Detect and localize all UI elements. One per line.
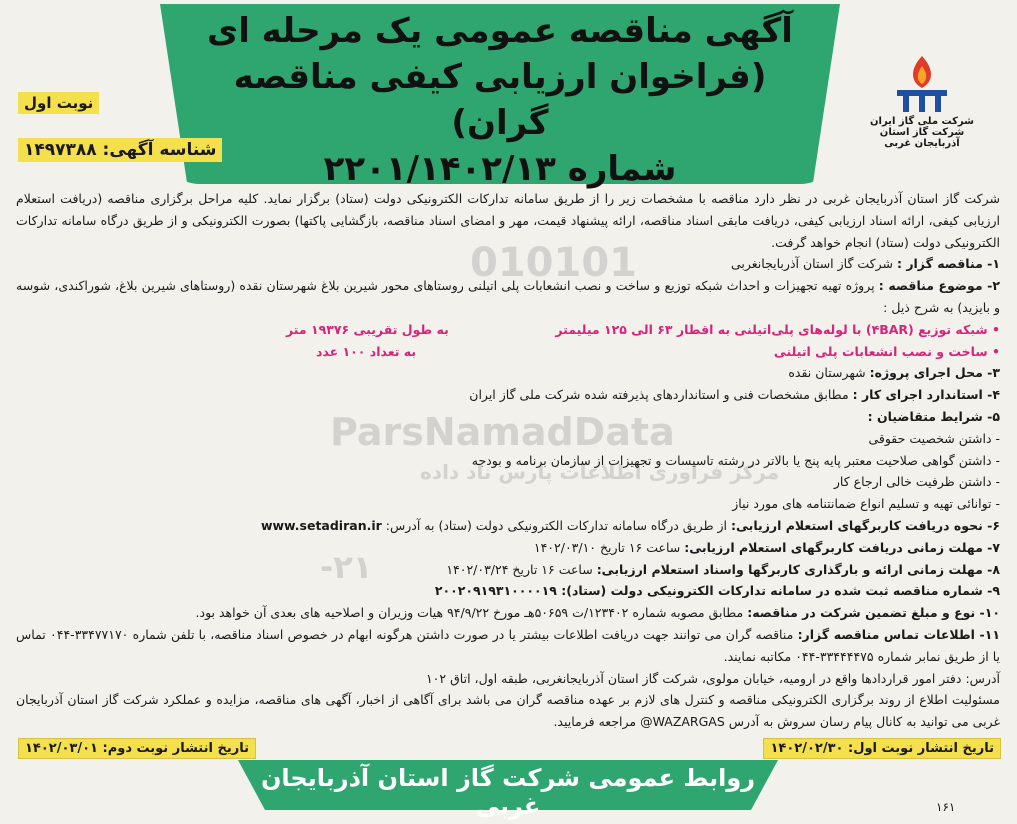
item-6-label: ۶- نحوه دریافت کاربرگهای استعلام ارزیابی:: [730, 517, 1000, 533]
item-6: [16, 515, 1000, 537]
item-10: [16, 602, 1000, 624]
item-11-label: ۱۱- اطلاعات تماس مناقصه گزار:: [797, 626, 1000, 642]
page-title: [180, 8, 820, 192]
item-11: [16, 624, 1000, 668]
item-7-label: ۷- مهلت زمانی دریافت کاربرگهای استعلام ارزیابی:: [684, 539, 1000, 555]
closing-paragraph: مسئولیت اطلاع از روند برگزاری الکترونیکی مناقصه و کنترل های لازم بر عهده مناقصه گران می باشد برای آگاهی از اخبار، آگهی های مناقصه، مزایده و عملکرد شرکت گاز استان آذربایجان غربی می توانید به کانال پیام رسان سروش به آدرس WAZARGAS@ مراجعه فرمایید.: [16, 692, 1000, 730]
address: آدرس: دفتر امور قراردادها واقع در ارومیه، خیابان مولوی، شرکت گاز استان آذربایجانغربی، طبقه اول، اتاق ۱۰۲: [425, 670, 1000, 686]
item-2-text: پروژه تهیه تجهیزات و احداث شبکه توزیع و ساخت و نصب انشعابات پلی اتیلنی روستاهای محور شیرین بلاغ شهرستان نقده (روستاهای شیرین بلاغ، شوراکندی، شوسه و بایزید) به شرح ذیل :: [16, 278, 1000, 315]
item-7: [16, 537, 1000, 559]
footer-text: روابط عمومی شرکت گاز استان آذربایجان غربی: [260, 764, 756, 820]
intro-paragraph: شرکت گاز استان آذربایجان غربی در نظر دارد مناقصه با مشخصات زیر را از طریق سامانه تدارکات الکترونیکی دولت (ستاد) برگزار نماید. کلیه مراحل برگزاری مناقصه (دریافت استعلام ارزیابی کیفی، ارائه اسناد ارزیابی کیفی، دریافت مابقی اسناد مناقصه، ارائه پیشنهاد قیمت، مهر و امضای اسناد مناقصه، بازگشایی پاکتها) بصورت الکترونیکی و از طریق درگاه سامانه تدارکات الکترونیکی دولت (ستاد) انجام خواهد گرفت.: [16, 191, 1000, 250]
item-2: [16, 275, 1000, 319]
item-3: [16, 362, 1000, 384]
round-badge: نوبت اول: [18, 92, 99, 114]
title-line-3: شماره ۲۲۰۱/۱۴۰۲/۱۳: [323, 149, 677, 189]
company-logo: [862, 52, 982, 162]
item-10-label: ۱۰- نوع و مبلغ تضمین شرکت در مناقصه:: [747, 605, 1000, 621]
logo-text-2: شرکت گاز استان آذربایجان غربی: [879, 127, 965, 149]
item-2-label: ۲- موضوع مناقصه :: [878, 278, 1000, 294]
title-line-2: (فراخوان ارزیابی کیفی مناقصه گران): [233, 57, 767, 143]
item-9: [16, 580, 1000, 602]
watermark-number: 010101: [470, 240, 637, 286]
watermark-persian: مرکز فراوری اطلاعات پارس ناد داده: [420, 460, 780, 484]
setad-url-link[interactable]: www.setadiran.ir: [260, 517, 382, 533]
item-5-label: ۵- شرایط متقاضیان :: [867, 408, 1000, 424]
item-4-text: مطابق مشخصات فنی و استانداردهای پذیرفته شده شرکت ملی گاز ایران: [469, 387, 853, 403]
second-publish-date: تاریخ انتشار نوبت دوم: ۱۴۰۲/۰۳/۰۱: [18, 738, 256, 759]
condition-1: - داشتن شخصیت حقوقی: [868, 430, 1000, 446]
gas-flame-icon: [887, 52, 957, 116]
item-1-label: ۱- مناقصه گزار :: [896, 256, 1000, 272]
item-10-text: مطابق مصوبه شماره ۱۲۳۴۰۲/ت ۵۰۶۵۹هـ مورخ ۹۴/۹/۲۲ هیات وزیران و اصلاحیه های بعدی آن خواهد بود.: [195, 605, 748, 621]
ad-body: [16, 188, 1000, 733]
condition-2: - داشتن گواهی صلاحیت معتبر پایه پنج یا بالاتر در رشته تاسیسات و تجهیزات از سازمان برنامه و بودجه: [471, 452, 1000, 468]
item-9-text: ۲۰۰۲۰۹۱۹۳۱۰۰۰۰۱۹: [434, 583, 562, 599]
item-7-text: ساعت ۱۶ تاریخ ۱۴۰۲/۰۳/۱۰: [533, 539, 685, 555]
page-number: ۱۶۱: [936, 800, 956, 814]
item-8-label: ۸- مهلت زمانی ارائه و بارگذاری کاربرگها واسناد استعلام ارزیابی:: [596, 561, 1000, 577]
title-line-1: آگهی مناقصه عمومی یک مرحله ای: [207, 11, 793, 51]
logo-text-1: شرکت ملی گاز ایران: [870, 116, 974, 127]
item-1: [16, 253, 1000, 275]
condition-4: - توانائی تهیه و تسلیم انواع ضمانتنامه های مورد نیاز: [732, 496, 1000, 512]
item-6-text: از طریق درگاه سامانه تدارکات الکترونیکی دولت (ستاد) به آدرس:: [385, 517, 731, 533]
watermark-phone: -۲۱: [320, 548, 373, 586]
item-9-label: ۹- شماره مناقصه ثبت شده در سامانه تدارکات الکترونیکی دولت (ستاد):: [561, 583, 1000, 599]
bullet-2-text: • ساخت و نصب انشعابات پلی اتیلنی: [773, 343, 1000, 359]
bullet-1-text: • شبکه توزیع (۴BAR) با لوله‌های پلی‌اتیلنی به اقطار ۶۳ الی ۱۲۵ میلیمتر: [555, 321, 1000, 337]
item-3-label: ۳- محل اجرای پروژه:: [869, 365, 1000, 381]
bullet-1: [16, 319, 1000, 341]
item-8: [16, 559, 1000, 581]
ad-id-badge: شناسه آگهی: ۱۴۹۷۳۸۸: [18, 138, 222, 162]
item-4-label: ۴- استاندارد اجرای کار :: [852, 387, 1000, 403]
bullet-2: [16, 341, 1000, 363]
item-8-text: ساعت ۱۶ تاریخ ۱۴۰۲/۰۳/۲۴: [446, 561, 597, 577]
item-1-text: شرکت گاز استان آذربایجانغربی: [730, 256, 897, 272]
condition-3: - داشتن ظرفیت خالی ارجاع کار: [833, 474, 1000, 490]
item-11-text: مناقصه گران می توانند جهت دریافت اطلاعات بیشتر یا در صورت داشتن هرگونه ابهام در خصوص اسناد مناقصه، با تلفن شماره ۳۳۴۷۷۱۷۰-۰۴۴ تماس یا از طریق نمابر شماره ۳۳۴۴۴۴۷۵-۰۴۴ مکاتبه نمایند.: [16, 626, 1000, 664]
watermark-brand: ParsNamadData: [330, 410, 675, 454]
bullet-1-length: به طول تقریبی ۱۹۳۷۶ متر: [286, 321, 449, 337]
first-publish-date: تاریخ انتشار نوبت اول: ۱۴۰۲/۰۲/۳۰: [763, 738, 1001, 759]
item-4: [16, 384, 1000, 406]
bullet-2-count: به تعداد ۱۰۰ عدد: [316, 343, 417, 359]
item-3-text: شهرستان نقده: [788, 365, 870, 381]
